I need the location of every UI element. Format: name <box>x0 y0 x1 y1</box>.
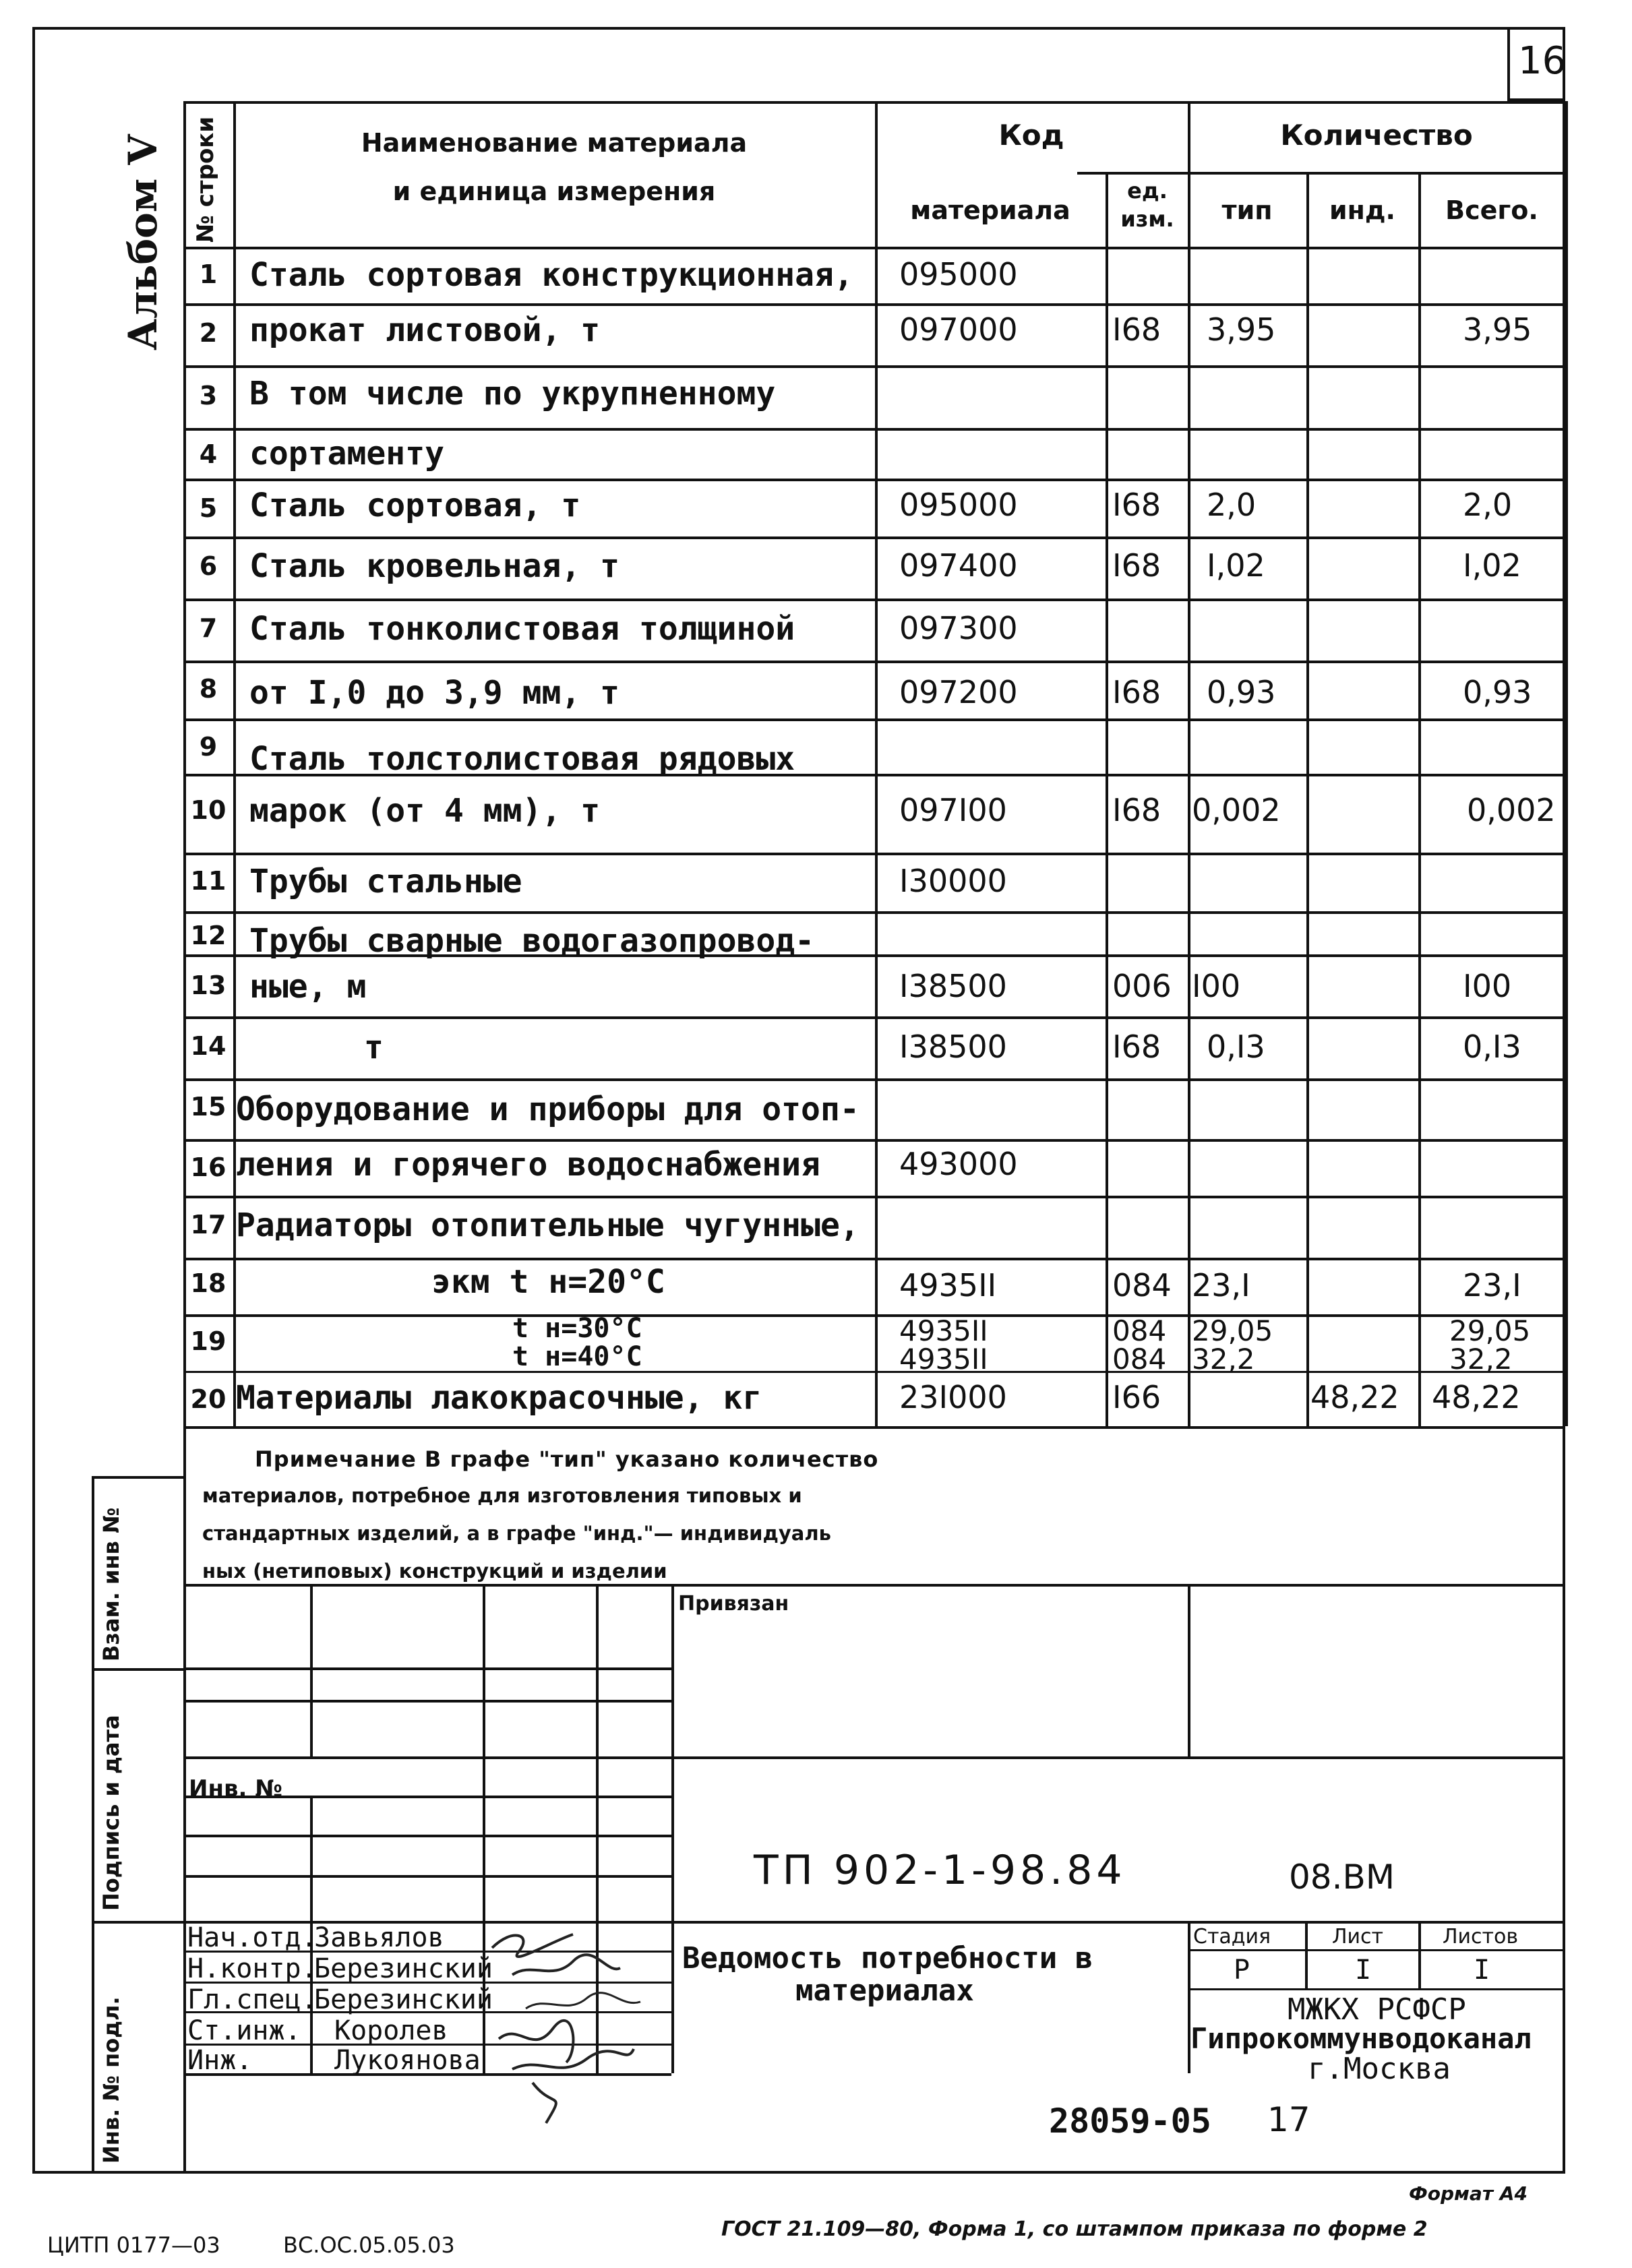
material-name: ления и горячего водоснабжения <box>236 1146 820 1184</box>
row-number: 18 <box>190 1268 226 1298</box>
sheet-label: Лист <box>1332 1925 1384 1949</box>
qty-type: 23,I <box>1192 1267 1250 1304</box>
material-code: 097200 <box>899 674 1018 710</box>
unit-code: I68 <box>1112 487 1161 523</box>
row-number: 12 <box>190 921 226 950</box>
material-name: Трубы сварные водогазопровод- <box>249 922 815 960</box>
material-name: т <box>364 1029 384 1066</box>
row-number: 8 <box>199 674 218 704</box>
material-name: Сталь тонколистовая толщиной <box>249 610 795 648</box>
row-number: 17 <box>190 1210 226 1239</box>
qty-type: 32,2 <box>1192 1343 1255 1376</box>
signer-role: Инж. <box>187 2045 253 2076</box>
material-code: 23I000 <box>899 1379 1007 1415</box>
material-code: 097000 <box>899 311 1018 348</box>
material-code: I38500 <box>899 1029 1007 1065</box>
unit-code: 084 <box>1112 1343 1167 1376</box>
qty-total: I00 <box>1463 968 1512 1004</box>
qty-type: 0,002 <box>1192 792 1281 828</box>
unit-code: I68 <box>1112 547 1161 584</box>
note-line-3: стандартных изделий, а в графе "инд."— индивидуаль <box>202 1522 831 1545</box>
material-name: t н=30°C <box>512 1313 642 1344</box>
row-number: 10 <box>190 795 226 825</box>
row-number: 9 <box>199 732 218 762</box>
qty-total: 2,0 <box>1463 487 1513 523</box>
signer-name: Королев <box>334 2015 448 2046</box>
material-code: 4935II <box>899 1267 997 1304</box>
header-code-unit: ед. изм. <box>1120 178 1174 232</box>
note-line-4: ных (нетиповых) конструкций и изделии <box>202 1560 667 1583</box>
qty-type: I,02 <box>1207 547 1265 584</box>
header-code-group: Код <box>998 119 1064 152</box>
row-number: 7 <box>199 613 218 643</box>
row-number: 13 <box>190 971 226 1000</box>
unit-code: 006 <box>1112 968 1172 1004</box>
signer-name: Завьялов <box>314 1922 444 1953</box>
org-line2: Гипрокоммунводоканал <box>1190 2022 1532 2055</box>
material-name: Материалы лакокрасочные, кг <box>236 1379 762 1417</box>
material-name: Радиаторы отопительные чугунные, <box>236 1206 859 1244</box>
qty-total: 48,22 <box>1432 1379 1521 1415</box>
material-code: 4935II <box>899 1314 988 1347</box>
header-name-line2: и единица измерения <box>392 177 716 206</box>
row-number: 16 <box>190 1153 226 1182</box>
label-signature-date: Подпись и дата <box>98 1715 124 1911</box>
row-number: 11 <box>190 866 226 896</box>
sheets-label: Листов <box>1443 1925 1519 1949</box>
material-code: I30000 <box>899 863 1007 899</box>
material-name: Сталь толстолистовая рядовых <box>249 740 795 778</box>
row-number: 2 <box>199 318 218 348</box>
material-name: от I,0 до 3,9 мм, т <box>249 674 620 712</box>
note-line-1: Примечание В графе "тип" указано количество <box>255 1446 879 1472</box>
unit-code: 084 <box>1112 1267 1172 1304</box>
row-number: 3 <box>199 381 218 410</box>
document-title-line2: материалах <box>795 1973 974 2008</box>
qty-type: I00 <box>1192 968 1241 1004</box>
material-name: Трубы стальные <box>249 863 522 900</box>
signer-name: Березинский <box>314 1953 493 1984</box>
inv-no-label: Инв. № <box>189 1775 283 1802</box>
unit-code: 084 <box>1112 1314 1167 1347</box>
signer-name: Березинский <box>314 1984 493 2015</box>
page-number: 16 <box>1518 39 1567 83</box>
signer-role: Гл.спец. <box>187 1984 318 2015</box>
sheets-value: I <box>1474 1955 1490 1986</box>
material-code: 097I00 <box>899 792 1007 828</box>
unit-code: I68 <box>1112 1029 1161 1065</box>
material-code: 097300 <box>899 610 1018 646</box>
row-number: 19 <box>190 1326 226 1356</box>
header-code-material: материала <box>910 195 1070 225</box>
material-name: прокат листовой, т <box>249 311 601 349</box>
header-name-line1: Наименование материала <box>361 128 748 158</box>
document-suffix: 08.ВМ <box>1289 1858 1395 1897</box>
org-line3: г.Москва <box>1308 2052 1451 2086</box>
material-name: Сталь кровельная, т <box>249 547 620 585</box>
header-row-number: № строки <box>192 116 219 243</box>
unit-code: I68 <box>1112 311 1161 348</box>
qty-total: 0,002 <box>1467 792 1556 828</box>
material-name: марок (от 4 мм), т <box>249 792 601 830</box>
page-number-box <box>1507 27 1565 101</box>
qty-total: 0,I3 <box>1463 1029 1521 1065</box>
qty-ind: 48,22 <box>1310 1379 1399 1415</box>
privyazan-label: Привязан <box>678 1592 789 1616</box>
material-name: Сталь сортовая конструкционная, <box>249 256 853 294</box>
material-code: 493000 <box>899 1146 1018 1182</box>
qty-type: 29,05 <box>1192 1314 1273 1347</box>
signer-role: Нач.отд. <box>187 1922 318 1953</box>
qty-total: 0,93 <box>1463 674 1532 710</box>
org-line1: МЖКХ РСФСР <box>1288 1992 1466 2027</box>
header-qty-ind: инд. <box>1329 195 1395 225</box>
footer-left-code: ЦИТП 0177—03 <box>47 2232 220 2258</box>
material-code: 095000 <box>899 256 1018 293</box>
qty-total: 23,I <box>1463 1267 1521 1304</box>
signer-role: Н.контр. <box>187 1953 318 1984</box>
header-qty-total: Всего. <box>1445 195 1538 225</box>
unit-code: I68 <box>1112 792 1161 828</box>
material-code: 095000 <box>899 487 1018 523</box>
qty-total: 32,2 <box>1449 1343 1513 1376</box>
row-number: 6 <box>199 551 218 581</box>
material-name: Сталь сортовая, т <box>249 487 581 524</box>
footer-gost: ГОСТ 21.109—80, Форма 1, со штампом приказа по форме 2 <box>721 2217 1428 2241</box>
qty-total: 29,05 <box>1449 1314 1531 1347</box>
material-name: экм t н=20°C <box>431 1263 665 1301</box>
unit-code: I66 <box>1112 1379 1161 1415</box>
label-inv-podl: Инв. № подл. <box>98 1996 124 2164</box>
qty-total: I,02 <box>1463 547 1521 584</box>
header-qty-type: тип <box>1221 195 1273 225</box>
stage-label: Стадия <box>1193 1925 1271 1949</box>
row-number: 1 <box>199 259 218 289</box>
archive-number: 28059-05 <box>1049 2102 1211 2141</box>
row-number: 15 <box>190 1092 226 1122</box>
material-name: Оборудование и приборы для отоп- <box>236 1091 859 1128</box>
stage-value: Р <box>1234 1955 1250 1986</box>
qty-total: 3,95 <box>1463 311 1532 348</box>
archive-page: 17 <box>1267 2100 1310 2139</box>
material-code: 4935II <box>899 1343 988 1376</box>
sheet-value: I <box>1355 1955 1372 1986</box>
format-label: Формат А4 <box>1409 2182 1528 2205</box>
material-name: сортаменту <box>249 435 444 472</box>
label-vzam-inv: Взам. инв № <box>98 1507 124 1661</box>
material-name: В том числе по укрупненному <box>249 375 776 412</box>
qty-type: 0,93 <box>1207 674 1276 710</box>
row-number: 14 <box>190 1031 226 1061</box>
note-line-2: материалов, потребное для изготовления типовых и <box>202 1484 802 1507</box>
signatures-scribble <box>472 1921 674 2143</box>
header-qty-group: Количество <box>1280 119 1473 152</box>
row-number: 5 <box>199 493 218 523</box>
signer-name: Лукоянова <box>334 2045 481 2076</box>
qty-type: 2,0 <box>1207 487 1257 523</box>
row-number: 4 <box>199 439 218 469</box>
material-name: ные, м <box>249 968 367 1006</box>
document-title-line1: Ведомость потребности в <box>682 1941 1093 1975</box>
material-code: 097400 <box>899 547 1018 584</box>
footer-left-ref: ВС.ОС.05.05.03 <box>283 2232 455 2258</box>
album-label: Альбом V <box>120 134 166 350</box>
document-code: ТП 902-1-98.84 <box>754 1847 1126 1894</box>
qty-type: 0,I3 <box>1207 1029 1265 1065</box>
material-name: t н=40°C <box>512 1341 642 1372</box>
signer-role: Ст.инж. <box>187 2015 301 2046</box>
material-code: I38500 <box>899 968 1007 1004</box>
qty-type: 3,95 <box>1207 311 1276 348</box>
row-number: 20 <box>190 1384 226 1414</box>
unit-code: I68 <box>1112 674 1161 710</box>
